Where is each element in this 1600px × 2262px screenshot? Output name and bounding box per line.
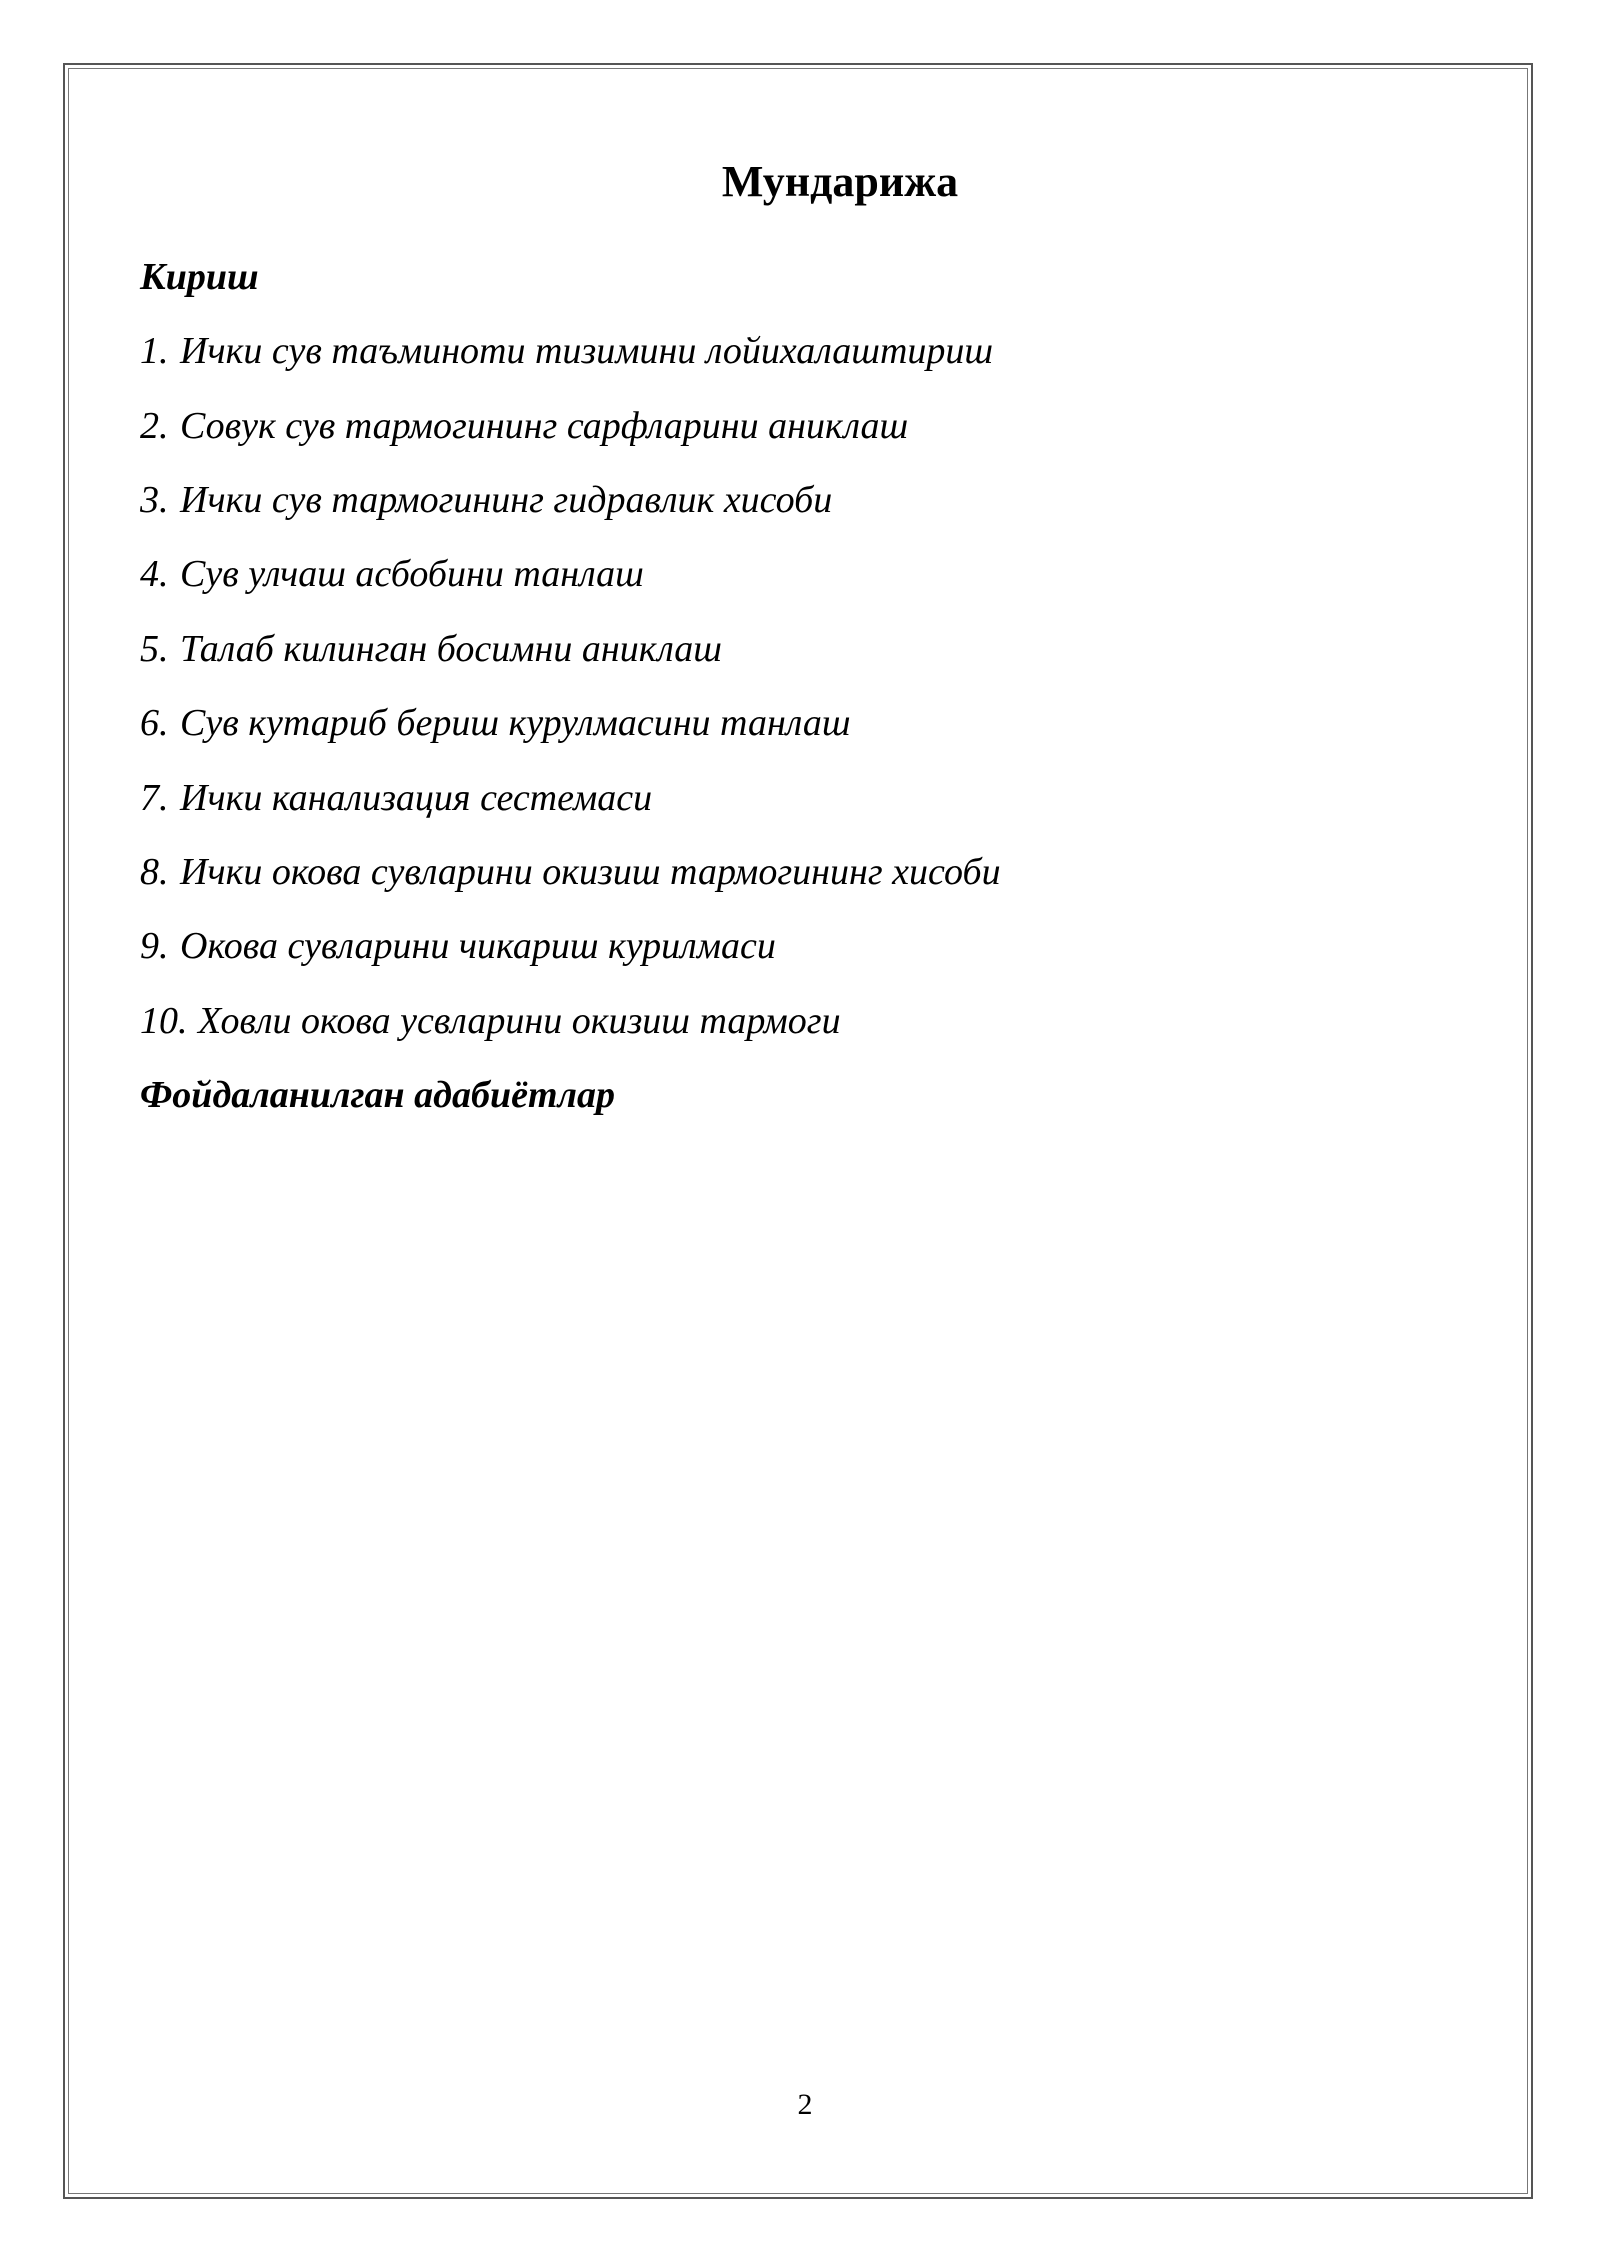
- toc-item: [140, 463, 1440, 537]
- toc-item: [140, 984, 1440, 1058]
- toc-item: [140, 612, 1440, 686]
- toc-item-text: Окова сувларини чикариш курилмаси: [180, 925, 776, 968]
- toc-item-number: 6.: [140, 702, 169, 745]
- page-number: 2: [797, 2088, 813, 2121]
- toc-item: [140, 760, 1440, 834]
- toc-item-text: Ички окова сувларини окизиш тармогининг хисоби: [180, 850, 1001, 893]
- toc-item-text: Талаб килинган босимни аниклаш: [180, 627, 722, 670]
- toc-item-number: 3.: [140, 478, 169, 521]
- toc-item: [140, 537, 1440, 611]
- toc-item: [140, 909, 1440, 983]
- toc-item-text: Сув улчаш асбобини танлаш: [180, 553, 644, 596]
- toc-item-number: 7.: [140, 776, 169, 819]
- toc-references: Фойдаланилган адабиётлар: [140, 1073, 616, 1116]
- toc-item-text: Совук сув тармогининг сарфларини аниклаш: [180, 404, 909, 447]
- toc-item-number: 9.: [140, 925, 169, 968]
- toc-item-number: 10.: [140, 999, 188, 1042]
- toc-item: [140, 835, 1440, 909]
- toc-intro: Кириш: [140, 256, 259, 298]
- toc-item: [140, 686, 1440, 760]
- toc-item-number: 5.: [140, 627, 169, 670]
- toc-item-text: Ички сув таъминоти тизимини лойихалаштириш: [180, 330, 994, 373]
- page-title: Мундарижа: [721, 157, 959, 206]
- toc-item: [140, 388, 1440, 462]
- toc-item-text: Ховли окова усвларини окизиш тармоги: [198, 999, 841, 1042]
- toc-item-text: Ички сув тармогининг гидравлик хисоби: [180, 478, 833, 521]
- toc-item-number: 8.: [140, 850, 169, 893]
- toc-item-number: 1.: [140, 330, 169, 373]
- toc-item-number: 4.: [140, 553, 169, 596]
- toc-item-number: 2.: [140, 404, 169, 447]
- table-of-contents: [140, 157, 1440, 1132]
- toc-item-text: Сув кутариб бериш курулмасини танлаш: [180, 702, 851, 745]
- toc-item: [140, 314, 1440, 388]
- toc-list: [140, 314, 1440, 1058]
- toc-item-text: Ички канализация сестемаси: [180, 776, 653, 819]
